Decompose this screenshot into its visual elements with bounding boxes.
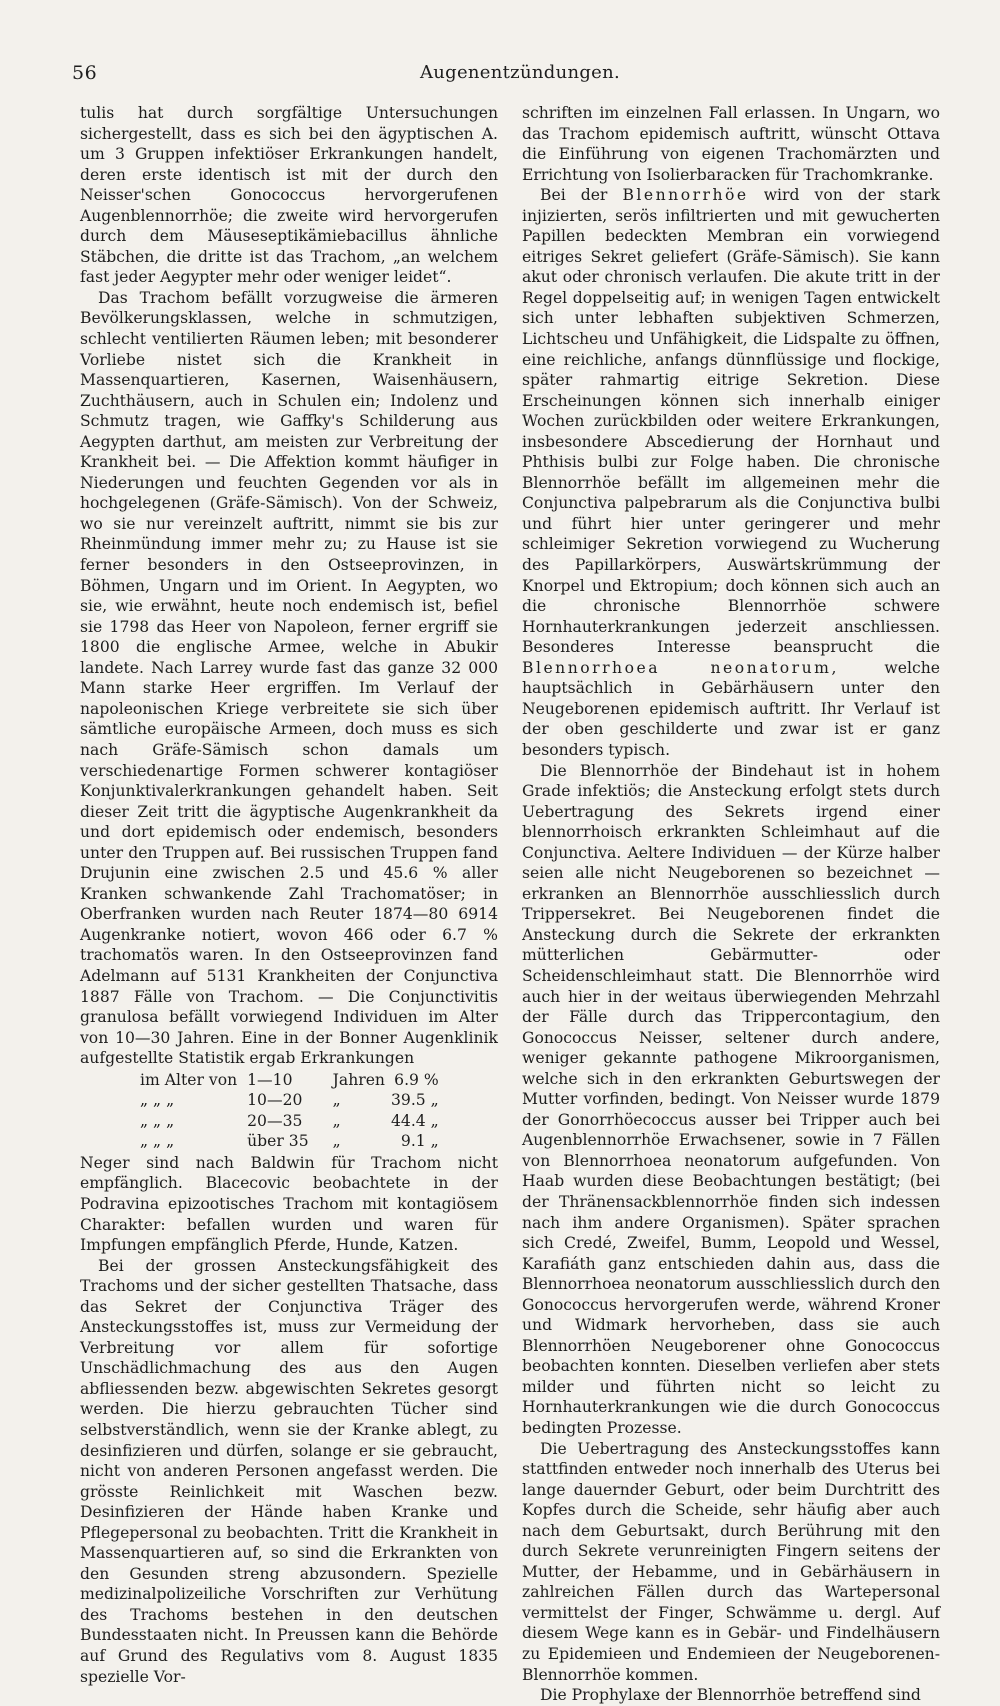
stats-prefix: „ „ „ [140, 1091, 175, 1110]
stats-range: 20—35 [247, 1111, 303, 1130]
age-statistics-table [140, 1070, 453, 1152]
right-paragraph-5: Die Prophylaxe der Blennorrhöe betreffend sind [540, 1686, 921, 1705]
stats-unit: „ [332, 1111, 341, 1130]
right-column [522, 103, 940, 1706]
left-paragraph-1: tulis hat durch sorgfältige Untersuchungen sichergestellt, dass es sich bei den ägyptischen A. um 3 Gruppen infektiöser Erkrankungen handelt, deren erste identisch ist mit der durch den Neisser'schen Gonococcus hervorgerufenen Augenblennorrhöe; die zweite wird hervorgerufen durch dem Mäuseseptikämiebacillus ähnliche Stäbchen, die dritte ist das Trachom, „an welchem fast jeder Aegypter mehr oder weniger leidet“. [80, 104, 498, 287]
stats-value: 6.9 % [394, 1070, 439, 1089]
stats-row [140, 1090, 453, 1111]
spaced-term-blennorrhoe: Blennorrhöe [622, 186, 749, 205]
stats-value: 39.5 „ [390, 1091, 439, 1110]
stats-range: über 35 [247, 1132, 309, 1151]
stats-value: 44.4 „ [390, 1111, 439, 1130]
right-paragraph-1: schriften im einzelnen Fall erlassen. In Ungarn, wo das Trachom epidemisch auftritt, wünscht Ottava die Einführung von eigenen Trachomärzten und Errichtung von Isolierbaracken für Trachomkranke. [522, 104, 940, 184]
page-number: 56 [72, 62, 98, 84]
stats-value: 9.1 „ [400, 1132, 439, 1151]
left-paragraph-4: Bei der grossen Ansteckungsfähigkeit des Trachoms und der sicher gestellten Thatsache, dass das Sekret der Conjunctiva Träger des Ansteckungsstoffes ist, muss zur Vermeidung der Verbreitung vor allem für sofortige Unschädlichmachung des aus den Augen abfliessenden bezw. abgewischten Sekretes gesorgt werden. Die hierzu gebrauchten Tücher sind selbstverständlich, wenn sie der Kranke ablegt, zu desinfizieren und dürfen, solange er sie gebraucht, nicht von anderen Personen angefasst werden. Die grösste Reinlichkeit mit Waschen bezw. Desinfizieren der Hände haben Kranke und Pflegepersonal zu beobachten. Tritt die Krankheit in Massenquartieren auf, so sind die Erkrankten von den Gesunden streng abzusondern. Spezielle medizinalpolizeiliche Vorschriften zur Verhütung des Trachoms bestehen in den deutschen Bundesstaaten nicht. In Preussen kann die Behörde auf Grund des Regulativs vom 8. August 1835 spezielle Vor- [80, 1256, 498, 1686]
left-paragraph-2: Das Trachom befällt vorzugweise die ärmeren Bevölkerungsklassen, welche in schmutzigen, schlecht ventilierten Räumen leben; mit besonderer Vorliebe nistet sich die Krankheit in Massenquartieren, Kasernen, Waisenhäusern, Zuchthäusern, auch in Schulen ein; Indolenz und Schmutz tragen, wie Gaffky's Schilderung aus Aegypten darthut, am meisten zur Verbreitung der Krankheit bei. — Die Affektion kommt häufiger in Niederungen und feuchten Gegenden vor als in hochgelegenen (Gräfe-Sämisch). Von der Schweiz, wo sie nur vereinzelt auftritt, nimmt sie bis zur Rheinmündung immer mehr zu; zu Hause ist sie ferner besonders in den Ostseeprovinzen, in Böhmen, Ungarn und im Orient. In Aegypten, wo sie, wie erwähnt, heute noch endemisch ist, befiel sie 1798 das Heer von Napoleon, ferner ergriff sie 1800 die englische Armee, welche in Abukir landete. Nach Larrey wurde fast das ganze 32 000 Mann starke Heer ergriffen. Im Verlauf der napoleonischen Kriege verbreitete sie sich über sämtliche europäische Armeen, doch muss es sich nach Gräfe-Sämisch schon damals um verschiedenartige Formen schwerer kontagiöser Konjunktivalerkrankungen gehandelt haben. Seit dieser Zeit tritt die ägyptische Augenkrankheit da und dort epidemisch oder endemisch, besonders unter den Truppen auf. Bei russischen Truppen fand Drujunin eine zwischen 2.5 und 45.6 % aller Kranken schwankende Zahl Trachomatöser; in Oberfranken wurden nach Reuter 1874—80 6914 Augenkranke notiert, wovon 466 oder 6.7 % trachomatös waren. In den Ostseeprovinzen fand Adelmann auf 5131 Krankheiten der Conjunctiva 1887 Fälle von Trachom. — Die Conjunctivitis granulosa befällt vorwiegend Individuen im Alter von 10—30 Jahren. Eine in der Bonner Augenklinik aufgestellte Statistik ergab Erkrankungen [80, 288, 498, 1068]
stats-row [140, 1131, 453, 1152]
stats-prefix: im Alter von [140, 1070, 238, 1089]
stats-prefix: „ „ „ [140, 1132, 175, 1151]
right-paragraph-3: Die Blennorrhöe der Bindehaut ist in hohem Grade infektiös; die Ansteckung erfolgt stets durch Uebertragung des Sekrets irgend einer blennorrhoisch erkrankten Schleimhaut auf die Conjunctiva. Aeltere Individuen — der Kürze halber seien alle nicht Neugeborenen so bezeichnet — erkranken an Blennorrhöe ausschliesslich durch Trippersekret. Bei Neugeborenen findet die Ansteckung durch die Sekrete der erkrankten mütterlichen Gebärmutter- oder Scheidenschleimhaut statt. Die Blennorrhöe wird auch hier in der weitaus überwiegenden Mehrzahl der Fälle durch das Trippercontagium, den Gonococcus Neisser, seltener durch andere, weniger gekannte pathogene Mikroorganismen, welche sich in den erkrankten Geburtswegen der Mutter vorfinden, bedingt. Von Neisser wurde 1879 der Gonorrhöecoccus ausser bei Tripper auch bei Augenblennorrhöe Erwachsener, sowie in 7 Fällen von Blennorrhoea neonatorum aufgefunden. Von Haab wurden diese Beobachtungen bestätigt; (bei der Thränensackblennorrhöe finden sich indessen nach ihm andere Organismen). Später sprachen sich Credé, Zweifel, Bumm, Leopold und Wessel, Karafiáth ganz entschieden dahin aus, dass die Blennorrhoea neonatorum ausschliesslich durch den Gonococcus hervorgerufen werde, während Kroner und Widmark hervorheben, dass sie auch Blennorrhöen Neugeborener ohne Gonococcus beobachten konnten. Dieselben verliefen aber stets milder und führten nicht so leicht zu Hornhauterkrankungen wie die durch Gonococcus bedingten Prozesse. [522, 761, 940, 1437]
right-paragraph-4: Die Uebertragung des Ansteckungsstoffes kann stattfinden entweder noch innerhalb des Uterus bei lange dauernder Geburt, oder beim Durchtritt des Kopfes durch die Scheide, sehr häufig aber auch nach dem Geburtsakt, durch Berührung mit den durch Sekrete verunreinigten Fingern seitens der Mutter, der Hebamme, und in Gebärhäusern in zahlreichen Fällen durch das Wartepersonal vermittelst der Finger, Schwämme u. dergl. Auf diesem Wege kann es in Gebär- und Findelhäusern zu Epidemieen und Endemieen der Neugeborenen-Blennorrhöe kommen. [522, 1439, 940, 1684]
stats-range: 1—10 [247, 1070, 293, 1089]
stats-row [140, 1111, 453, 1132]
text-run: Bei der [540, 186, 623, 205]
spaced-term-blennorrhoea-neonatorum: Blennorrhoea neonatorum [522, 658, 832, 677]
stats-unit: Jahren [332, 1070, 385, 1089]
right-paragraph-2 [522, 185, 940, 760]
left-column [80, 103, 498, 1706]
text-run: , welche hauptsächlich in Gebärhäusern unter den Neugeborenen epidemisch auftritt. Ihr Verlauf ist der oben geschilderte und zwar ist er ganz besonders typisch. [522, 658, 940, 759]
text-columns [80, 103, 940, 1706]
left-paragraph-3: Neger sind nach Baldwin für Trachom nicht empfänglich. Blacecovic beobachtete in der Podravina epizootisches Trachom mit kontagiösem Charakter: befallen wurden und waren für Impfungen empfänglich Pferde, Hunde, Katzen. [80, 1153, 498, 1255]
text-run: wird von der stark injizierten, serös infiltrierten und mit gewucherten Papillen bedeckten Membran ein vorwiegend eitriges Sekret geliefert (Gräfe-Sämisch). Sie kann akut oder chronisch verlaufen. Die akute tritt in der Regel doppelseitig auf; in wenigen Tagen entwickelt sich unter lebhaften subjektiven Schmerzen, Lichtscheu und Unfähigkeit, die Lidspalte zu öffnen, eine reichliche, anfangs dünnflüssige und flockige, später rahmartig eitrige Sekretion. Diese Erscheinungen können sich innerhalb einiger Wochen zurückbilden oder weitere Erkrankungen, insbesondere Abscedierung der Hornhaut und Phthisis bulbi zur Folge haben. Die chronische Blennorrhöe befällt im allgemeinen mehr die Conjunctiva palpebrarum als die Conjunctiva bulbi und führt hier unter geringerer und mehr schleimiger Sekretion vorwiegend zu Wucherung des Papillarkörpers, Auswärtskrümmung der Knorpel und Ektropium; doch können sich auch an die chronische Blennorrhöe schwere Hornhauterkrankungen jederzeit anschliessen. Besonderes Interesse beansprucht die [522, 186, 940, 657]
running-title: Augenentzündungen. [419, 62, 621, 83]
stats-prefix: „ „ „ [140, 1111, 175, 1130]
stats-range: 10—20 [247, 1091, 303, 1110]
stats-unit: „ [332, 1091, 341, 1110]
stats-unit: „ [332, 1132, 341, 1151]
stats-row [140, 1070, 453, 1091]
